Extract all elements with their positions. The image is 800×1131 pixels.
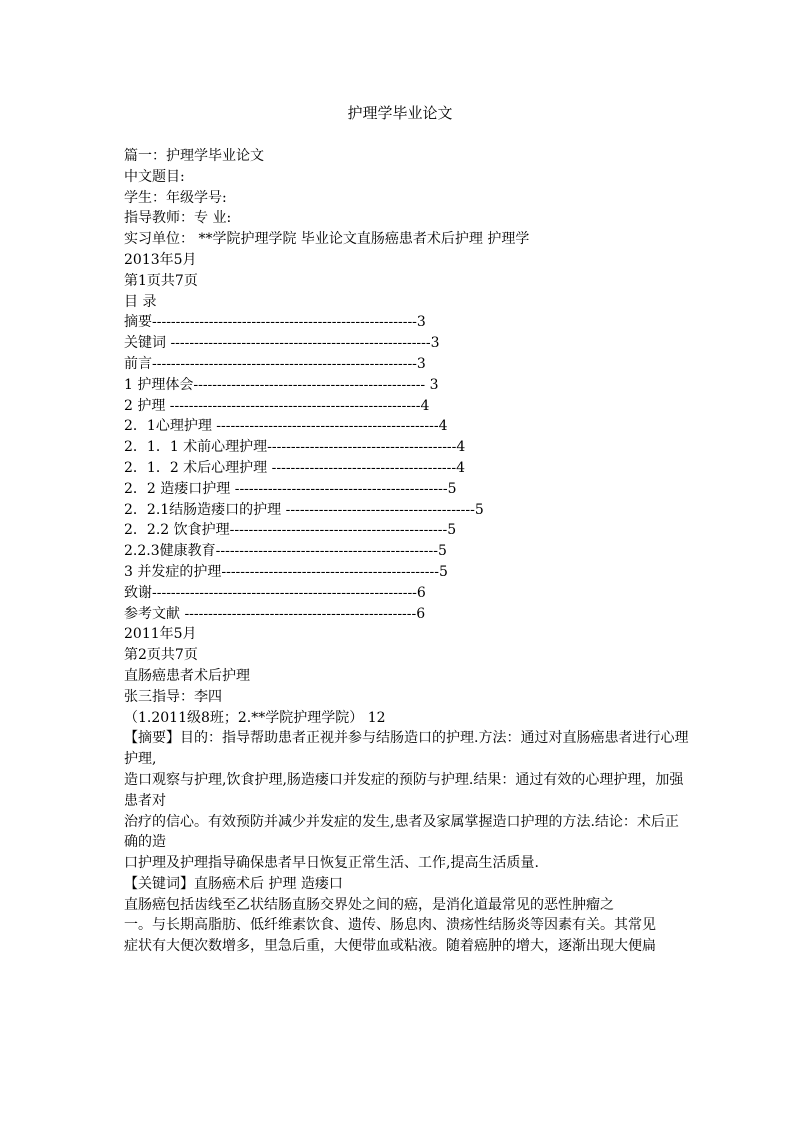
toc-entry: 2．1．1 术前心理护理----------------------------------------4 <box>124 439 466 456</box>
text-line-section-heading: 篇一：护理学毕业论文 <box>124 148 264 164</box>
toc-entry: 3 并发症的护理----------------------------------------------5 <box>124 563 448 580</box>
toc-entry: 2．1．2 术后心理护理 ---------------------------------------4 <box>124 459 466 476</box>
text-line-chinese-title: 中文题目: <box>124 168 185 185</box>
text-line-internship: 实习单位： **学院护理学院 毕业论文直肠癌患者术后护理 护理学 <box>124 231 530 248</box>
article-title: 直肠癌患者术后护理 <box>124 667 250 684</box>
toc-entry: 2．1心理护理 -----------------------------------------------4 <box>124 418 448 435</box>
toc-entry: 参考文献 -------------------------------------------------6 <box>124 605 426 622</box>
toc-entry: 致谢--------------------------------------------------------6 <box>124 584 426 601</box>
text-line-date: 2011年5月 <box>124 626 197 643</box>
toc-entry: 摘要--------------------------------------------------------3 <box>124 314 426 331</box>
abstract-line: 口护理及护理指导确保患者早日恢复正常生活、工作,提高生活质量. <box>124 855 539 872</box>
text-line-date: 2013年5月 <box>124 251 197 268</box>
paragraph-line: 一。与长期高脂肪、低纤维素饮食、遗传、肠息肉、溃疡性结肠炎等因素有关。其常见 <box>124 917 656 934</box>
toc-entry: 2 护理 -----------------------------------------------------4 <box>124 397 430 414</box>
toc-entry: 2．2.2 饮食护理----------------------------------------------5 <box>124 522 457 539</box>
text-line-page-marker: 第2页共7页 <box>124 647 198 664</box>
abstract-line: 造口观察与护理,饮食护理,肠造瘘口并发症的预防与护理.结果：通过有效的心理护理，加强患者对 <box>124 771 684 809</box>
toc-entry: 1 护理体会------------------------------------------------- 3 <box>124 376 439 393</box>
paragraph-line: 症状有大便次数增多，里急后重，大便带血或粘液。随着癌肿的增大，逐渐出现大便扁 <box>124 938 656 955</box>
toc-entry: 关键词 -------------------------------------------------------3 <box>124 335 440 352</box>
toc-heading: 目 录 <box>124 293 157 310</box>
toc-entry: 2.2.3健康教育-----------------------------------------------5 <box>124 543 447 560</box>
article-affiliation: （1.2011级8班；2.**学院护理学院） 12 <box>124 709 386 726</box>
abstract-line: 治疗的信心。有效预防并减少并发症的发生,患者及家属掌握造口护理的方法.结论：术后正确的造 <box>124 813 679 851</box>
text-line-page-marker: 第1页共7页 <box>124 272 198 289</box>
text-line-advisor: 指导教师：专 业: <box>124 210 232 227</box>
document-title: 护理学毕业论文 <box>347 104 453 122</box>
article-authors: 张三指导：李四 <box>124 688 222 705</box>
keywords-line: 【关键词】直肠癌术后 护理 造瘘口 <box>124 875 343 892</box>
toc-entry: 2．2.1结肠造瘘口的护理 ----------------------------------------5 <box>124 501 484 518</box>
document-body <box>124 146 689 957</box>
toc-entry: 2．2 造瘘口护理 ---------------------------------------------5 <box>124 480 457 497</box>
abstract-line: 【摘要】目的：指导帮助患者正视并参与结肠造口的护理.方法：通过对直肠癌患者进行心理护理, <box>124 730 689 768</box>
toc-entry: 前言--------------------------------------------------------3 <box>124 355 426 372</box>
paragraph-line: 直肠癌包括齿线至乙状结肠直肠交界处之间的癌，是消化道最常见的恶性肿瘤之 <box>124 896 614 913</box>
text-line-student: 学生：年级学号: <box>124 189 227 206</box>
